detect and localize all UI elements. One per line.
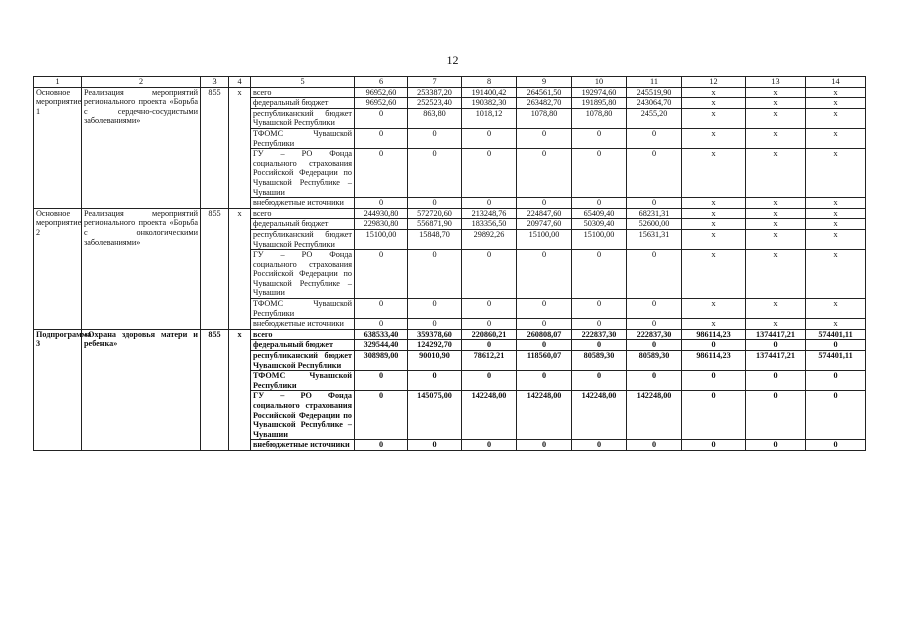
value-cell: 15631,31 <box>627 229 682 249</box>
value-cell: x <box>746 319 806 330</box>
value-cell: x <box>806 198 866 209</box>
value-cell: 0 <box>517 250 572 299</box>
value-cell: x <box>682 198 746 209</box>
value-cell: 0 <box>462 299 517 319</box>
value-cell: 0 <box>682 340 746 351</box>
value-cell: 0 <box>806 391 866 440</box>
value-cell: 80589,30 <box>572 351 627 371</box>
column-header: 4 <box>229 77 251 88</box>
value-cell: 0 <box>572 371 627 391</box>
value-cell: 0 <box>517 371 572 391</box>
table-body <box>34 87 866 450</box>
value-cell: 0 <box>517 440 572 451</box>
value-cell: 252523,40 <box>408 98 462 109</box>
funding-source: федеральный бюджет <box>251 219 355 230</box>
value-cell: 0 <box>408 319 462 330</box>
funding-source: внебюджетные источники <box>251 319 355 330</box>
value-cell: 0 <box>355 391 408 440</box>
value-cell: x <box>682 229 746 249</box>
column-header: 8 <box>462 77 517 88</box>
value-cell: 142248,00 <box>462 391 517 440</box>
value-cell: 15100,00 <box>572 229 627 249</box>
column-header: 2 <box>82 77 201 88</box>
row-code: 855 <box>201 329 229 450</box>
value-cell: 142248,00 <box>572 391 627 440</box>
value-cell: 191400,42 <box>462 87 517 98</box>
value-cell: x <box>806 229 866 249</box>
page-number: 12 <box>446 53 459 67</box>
value-cell: x <box>682 128 746 148</box>
funding-source: федеральный бюджет <box>251 98 355 109</box>
value-cell: x <box>682 87 746 98</box>
value-cell: x <box>806 219 866 230</box>
value-cell: 96952,60 <box>355 87 408 98</box>
value-cell: 65409,40 <box>572 208 627 219</box>
value-cell: x <box>806 149 866 198</box>
value-cell: 0 <box>462 319 517 330</box>
row-code-marker: x <box>229 208 251 329</box>
value-cell: 0 <box>806 340 866 351</box>
row-code: 855 <box>201 87 229 208</box>
value-cell: x <box>682 149 746 198</box>
value-cell: 863,80 <box>408 108 462 128</box>
row-item-description: Реализация мероприятий регионального проекта «Борьба с сердечно-сосудистыми заболеваниями» <box>82 87 201 208</box>
funding-source: ГУ – РО Фонда социального страхования Российской Федерации по Чувашской Республике – Чувашии <box>251 250 355 299</box>
value-cell: 0 <box>627 371 682 391</box>
value-cell: 0 <box>355 319 408 330</box>
header-row <box>34 77 866 88</box>
column-header: 5 <box>251 77 355 88</box>
value-cell: x <box>746 208 806 219</box>
value-cell: x <box>806 208 866 219</box>
table-row <box>34 329 866 340</box>
value-cell: 0 <box>408 149 462 198</box>
value-cell: 118560,07 <box>517 351 572 371</box>
row-item-description: Реализация мероприятий регионального проекта «Борьба с онкологическими заболеваниями» <box>82 208 201 329</box>
column-header: 11 <box>627 77 682 88</box>
value-cell: 213248,76 <box>462 208 517 219</box>
value-cell: x <box>806 319 866 330</box>
value-cell: 1018,12 <box>462 108 517 128</box>
value-cell: 0 <box>355 440 408 451</box>
value-cell: 29892,26 <box>462 229 517 249</box>
value-cell: 0 <box>408 250 462 299</box>
column-header: 14 <box>806 77 866 88</box>
value-cell: x <box>746 98 806 109</box>
value-cell: x <box>682 208 746 219</box>
value-cell: 556871,90 <box>408 219 462 230</box>
column-header: 3 <box>201 77 229 88</box>
value-cell: x <box>746 108 806 128</box>
column-header: 12 <box>682 77 746 88</box>
value-cell: 0 <box>355 198 408 209</box>
value-cell: 0 <box>572 319 627 330</box>
value-cell: 0 <box>572 250 627 299</box>
value-cell: 0 <box>806 371 866 391</box>
value-cell: x <box>806 98 866 109</box>
value-cell: 574401,11 <box>806 351 866 371</box>
value-cell: 0 <box>746 340 806 351</box>
value-cell: 50309,40 <box>572 219 627 230</box>
funding-source: республиканский бюджет Чувашской Республики <box>251 351 355 371</box>
value-cell: 190382,30 <box>462 98 517 109</box>
value-cell: 0 <box>408 128 462 148</box>
value-cell: x <box>746 128 806 148</box>
value-cell: 15100,00 <box>355 229 408 249</box>
column-header: 6 <box>355 77 408 88</box>
value-cell: x <box>746 149 806 198</box>
value-cell: 0 <box>627 149 682 198</box>
value-cell: 0 <box>627 299 682 319</box>
table-row <box>34 87 866 98</box>
funding-source: республиканский бюджет Чувашской Республики <box>251 108 355 128</box>
value-cell: 68231,31 <box>627 208 682 219</box>
value-cell: 245519,90 <box>627 87 682 98</box>
value-cell: 142248,00 <box>517 391 572 440</box>
value-cell: x <box>746 299 806 319</box>
value-cell: 986114,23 <box>682 329 746 340</box>
value-cell: 78612,21 <box>462 351 517 371</box>
value-cell: 0 <box>462 149 517 198</box>
column-header: 9 <box>517 77 572 88</box>
value-cell: 192974,60 <box>572 87 627 98</box>
row-item-description: «Охрана здоровья матери и ребенка» <box>82 329 201 450</box>
value-cell: 0 <box>408 299 462 319</box>
value-cell: 0 <box>355 299 408 319</box>
row-code-marker: x <box>229 87 251 208</box>
value-cell: 0 <box>408 371 462 391</box>
value-cell: x <box>746 87 806 98</box>
value-cell: 0 <box>572 128 627 148</box>
value-cell: 1078,80 <box>572 108 627 128</box>
value-cell: 1374417,21 <box>746 329 806 340</box>
funding-source: внебюджетные источники <box>251 440 355 451</box>
value-cell: 243064,70 <box>627 98 682 109</box>
value-cell: 244930,80 <box>355 208 408 219</box>
value-cell: 0 <box>682 440 746 451</box>
value-cell: 0 <box>627 440 682 451</box>
value-cell: 0 <box>627 198 682 209</box>
funding-source: федеральный бюджет <box>251 340 355 351</box>
funding-source: внебюджетные источники <box>251 198 355 209</box>
value-cell: 229830,80 <box>355 219 408 230</box>
value-cell: 0 <box>355 371 408 391</box>
funding-source: ТФОМС Чувашской Республики <box>251 371 355 391</box>
value-cell: x <box>806 128 866 148</box>
value-cell: x <box>806 299 866 319</box>
funding-source: всего <box>251 87 355 98</box>
value-cell: 0 <box>682 371 746 391</box>
value-cell: 263482,70 <box>517 98 572 109</box>
value-cell: 0 <box>517 128 572 148</box>
value-cell: 0 <box>517 319 572 330</box>
value-cell: 0 <box>806 440 866 451</box>
value-cell: 2455,20 <box>627 108 682 128</box>
value-cell: x <box>682 250 746 299</box>
row-code-marker: x <box>229 329 251 450</box>
value-cell: x <box>682 299 746 319</box>
value-cell: 0 <box>682 391 746 440</box>
value-cell: 0 <box>627 319 682 330</box>
value-cell: 191895,80 <box>572 98 627 109</box>
value-cell: 986114,23 <box>682 351 746 371</box>
value-cell: x <box>746 219 806 230</box>
value-cell: x <box>682 219 746 230</box>
value-cell: 0 <box>408 198 462 209</box>
value-cell: 0 <box>462 198 517 209</box>
value-cell: x <box>682 319 746 330</box>
row-item-name: Основное мероприятие 1 <box>34 87 82 208</box>
value-cell: 0 <box>627 250 682 299</box>
value-cell: 1078,80 <box>517 108 572 128</box>
funding-source: республиканский бюджет Чувашской Республики <box>251 229 355 249</box>
value-cell: 52600,00 <box>627 219 682 230</box>
row-item-name: Подпрограмма 3 <box>34 329 82 450</box>
value-cell: 0 <box>355 128 408 148</box>
value-cell: 574401,11 <box>806 329 866 340</box>
value-cell: 80589,30 <box>627 351 682 371</box>
value-cell: 0 <box>746 371 806 391</box>
value-cell: 142248,00 <box>627 391 682 440</box>
value-cell: 572720,60 <box>408 208 462 219</box>
value-cell: 264561,50 <box>517 87 572 98</box>
column-header: 13 <box>746 77 806 88</box>
value-cell: 222837,30 <box>572 329 627 340</box>
value-cell: 183356,50 <box>462 219 517 230</box>
row-item-name: Основное мероприятие 2 <box>34 208 82 329</box>
value-cell: 0 <box>627 128 682 148</box>
value-cell: 0 <box>462 371 517 391</box>
funding-source: ТФОМС Чувашской Республики <box>251 299 355 319</box>
value-cell: x <box>806 87 866 98</box>
value-cell: x <box>682 108 746 128</box>
value-cell: 15100,00 <box>517 229 572 249</box>
value-cell: 0 <box>517 198 572 209</box>
funding-source: ГУ – РО Фонда социального страхования Российской Федерации по Чувашской Республике – Чувашии <box>251 149 355 198</box>
funding-source: всего <box>251 208 355 219</box>
value-cell: 222837,30 <box>627 329 682 340</box>
value-cell: 0 <box>517 340 572 351</box>
value-cell: 124292,70 <box>408 340 462 351</box>
value-cell: 145075,00 <box>408 391 462 440</box>
value-cell: 15848,70 <box>408 229 462 249</box>
value-cell: 96952,60 <box>355 98 408 109</box>
value-cell: 224847,60 <box>517 208 572 219</box>
value-cell: 0 <box>355 250 408 299</box>
value-cell: 0 <box>462 440 517 451</box>
funding-source: ГУ – РО Фонда социального страхования Российской Федерации по Чувашской Республике – Чувашии <box>251 391 355 440</box>
row-code: 855 <box>201 208 229 329</box>
value-cell: 0 <box>517 149 572 198</box>
value-cell: 0 <box>355 108 408 128</box>
value-cell: 0 <box>408 440 462 451</box>
value-cell: 1374417,21 <box>746 351 806 371</box>
value-cell: 0 <box>746 391 806 440</box>
value-cell: x <box>806 108 866 128</box>
value-cell: 0 <box>462 340 517 351</box>
column-header: 1 <box>34 77 82 88</box>
value-cell: 0 <box>627 340 682 351</box>
value-cell: 329544,40 <box>355 340 408 351</box>
value-cell: 0 <box>572 149 627 198</box>
value-cell: 0 <box>572 440 627 451</box>
value-cell: 0 <box>462 128 517 148</box>
value-cell: x <box>746 250 806 299</box>
value-cell: 260808,07 <box>517 329 572 340</box>
value-cell: 0 <box>355 149 408 198</box>
funding-table <box>33 76 866 451</box>
value-cell: 638533,40 <box>355 329 408 340</box>
funding-source: ТФОМС Чувашской Республики <box>251 128 355 148</box>
value-cell: 90010,90 <box>408 351 462 371</box>
value-cell: 220860,21 <box>462 329 517 340</box>
column-header: 10 <box>572 77 627 88</box>
value-cell: x <box>746 198 806 209</box>
value-cell: 253387,20 <box>408 87 462 98</box>
value-cell: x <box>746 229 806 249</box>
funding-source: всего <box>251 329 355 340</box>
value-cell: 359378,60 <box>408 329 462 340</box>
value-cell: 0 <box>572 198 627 209</box>
value-cell: 0 <box>462 250 517 299</box>
value-cell: x <box>806 250 866 299</box>
value-cell: 0 <box>746 440 806 451</box>
value-cell: 209747,60 <box>517 219 572 230</box>
value-cell: 0 <box>572 340 627 351</box>
value-cell: 0 <box>517 299 572 319</box>
value-cell: 0 <box>572 299 627 319</box>
value-cell: 308989,00 <box>355 351 408 371</box>
table-row <box>34 208 866 219</box>
column-header: 7 <box>408 77 462 88</box>
value-cell: x <box>682 98 746 109</box>
